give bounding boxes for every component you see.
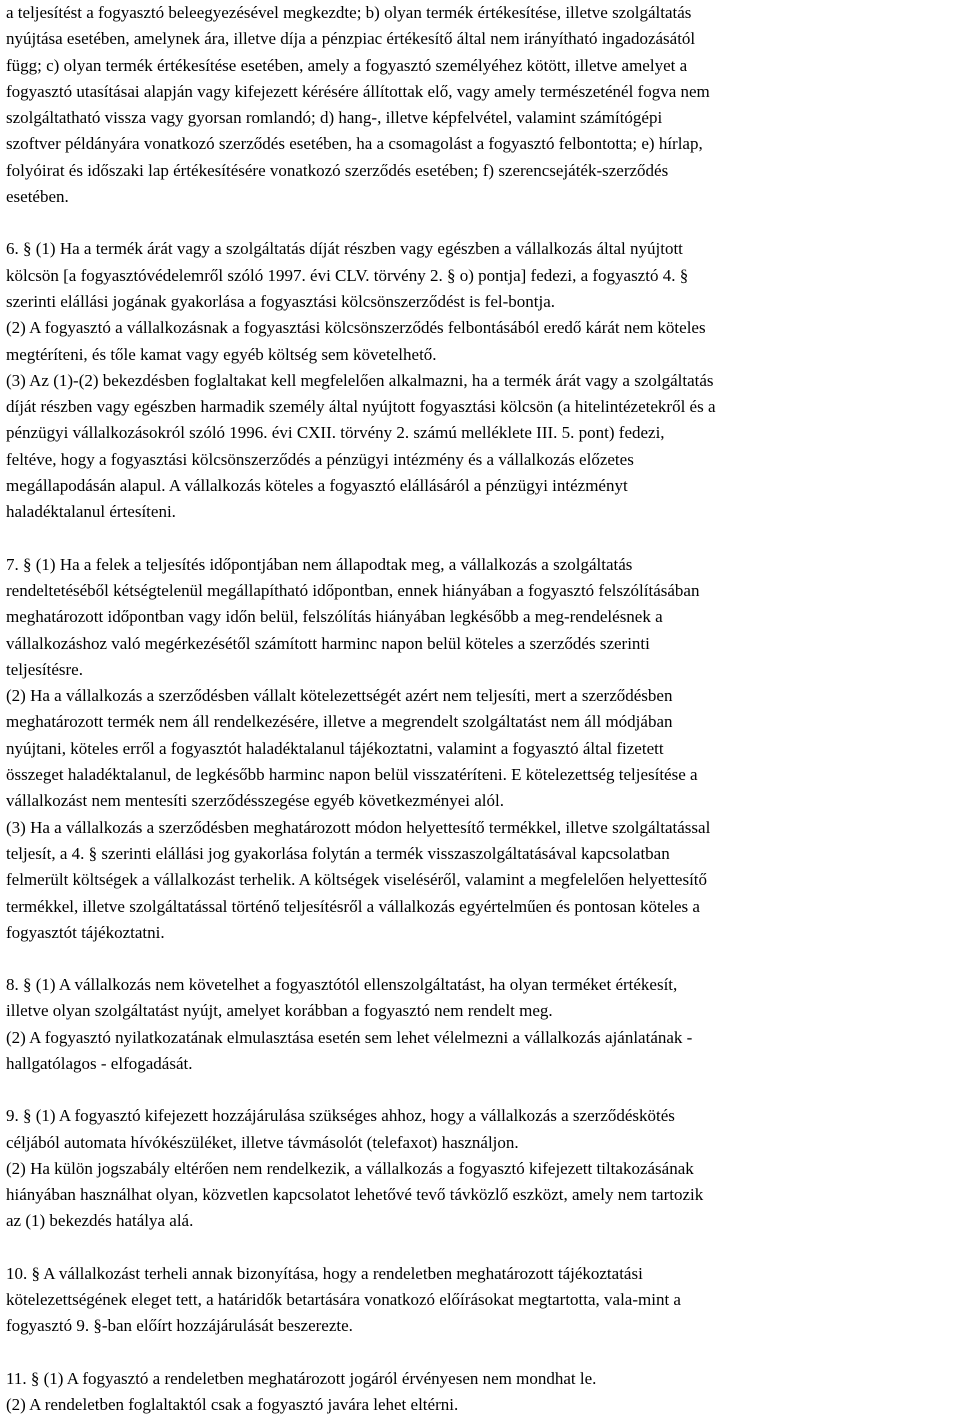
paragraph-gap [6, 1077, 954, 1103]
text-line: fogyasztót tájékoztatni. [6, 922, 165, 942]
paragraph-gap [6, 946, 954, 972]
text-line: a teljesítést a fogyasztó beleegyezésével megkezdte; b) olyan termék értékesítése, illetve szolgáltatás [6, 3, 692, 22]
text-line: vállalkozáshoz való megérkezésétől számított harminc napon belül köteles a szerződés szerinti [6, 633, 650, 653]
text-line: nyújtása esetében, amelynek ára, illetve díja a pénzpiac értékesítő által nem irányítható ingadozásától [6, 29, 696, 49]
text-line: haladéktalanul értesíteni. [6, 502, 176, 522]
paragraph-gap [6, 210, 954, 236]
text-line: hallgatólagos - elfogadását. [6, 1053, 193, 1073]
text-line: teljesít, a 4. § szerinti elállási jog gyakorlása folytán a termék visszaszolgáltatásával kapcsolatban [6, 843, 670, 863]
text-line: esetében. [6, 187, 69, 207]
section-7 [6, 552, 954, 946]
section-6 [6, 236, 954, 525]
text-line: megállapodásán alapul. A vállalkozás köteles a fogyasztó elállásáról a pénzügyi intézményt [6, 476, 628, 496]
text-line: szolgáltatható vissza vagy gyorsan romlandó; d) hang-, illetve képfelvétel, valamint számítógépi [6, 108, 663, 128]
paragraph-gap [6, 1340, 954, 1366]
text-line: (3) Az (1)-(2) bekezdésben foglaltakat kell megfelelően alkalmazni, ha a termék árát vagy a szolgáltatás [6, 370, 714, 390]
text-line: összeget haladéktalanul, de legkésőbb harminc napon belül visszatéríteni. E kötelezettség teljesítése a [6, 765, 698, 785]
section-10 [6, 1261, 954, 1340]
text-line: céljából automata hívókészüléket, illetve távmásolót (telefaxot) használjon. [6, 1132, 519, 1152]
text-line: 10. § A vállalkozást terheli annak bizonyítása, hogy a rendeletben meghatározott tájékoztatási [6, 1263, 643, 1283]
text-line: díját részben vagy egészben harmadik személy által nyújtott fogyasztási kölcsön (a hitelintézetekről és a [6, 397, 716, 417]
text-line: (3) Ha a vállalkozás a szerződésben meghatározott módon helyettesítő termékkel, illetve szolgáltatással [6, 817, 711, 837]
text-line: (2) Ha a vállalkozás a szerződésben vállalt kötelezettségét azért nem teljesíti, mert a szerződésben [6, 686, 673, 706]
section-9 [6, 1103, 954, 1234]
text-line: az (1) bekezdés hatálya alá. [6, 1211, 194, 1231]
text-line: hiányában használhat olyan, közvetlen kapcsolatot lehetővé tevő távközlő eszközt, amely nem tartozik [6, 1185, 704, 1205]
text-line: teljesítésre. [6, 659, 83, 679]
text-line: (2) A fogyasztó a vállalkozásnak a fogyasztási kölcsönszerződés felbontásából eredő kárát nem köteles [6, 318, 706, 338]
text-line: (2) A rendeletben foglaltaktól csak a fogyasztó javára lehet eltérni. [6, 1394, 459, 1414]
text-line: 8. § (1) A vállalkozás nem követelhet a fogyasztótól ellenszolgáltatást, ha olyan terméket értékesít, [6, 975, 678, 995]
section-11 [6, 1366, 954, 1419]
text-line: kölcsön [a fogyasztóvédelemről szóló 1997. évi CLV. törvény 2. § o) pontja] fedezi, a fogyasztó 4. § [6, 265, 689, 285]
text-line: illetve olyan szolgáltatást nyújt, amelyet korábban a fogyasztó nem rendelt meg. [6, 1001, 553, 1021]
text-line: szerinti elállási jogának gyakorlása a fogyasztási kölcsönszerződést is fel-bontja. [6, 291, 556, 311]
text-line: fogyasztó utasításai alapján vagy kifejezett kérésére állítottak elő, vagy amely természeténél fogva nem [6, 81, 710, 101]
text-line: folyóirat és időszaki lap értékesítésére vonatkozó szerződés esetében; f) szerencsejáték-szerződés [6, 160, 669, 180]
paragraph-continuation [6, 0, 954, 210]
text-line: 6. § (1) Ha a termék árát vagy a szolgáltatás díját részben vagy egészben a vállalkozás által nyújtott [6, 239, 683, 259]
text-line: fogyasztó 9. §-ban előírt hozzájárulását beszerezte. [6, 1316, 353, 1336]
text-line: szoftver példányára vonatkozó szerződés esetében, ha a csomagolást a fogyasztó felbontotta; e) hírlap, [6, 134, 703, 154]
text-line: megtéríteni, és tőle kamat vagy egyéb költség sem követelhető. [6, 344, 437, 364]
text-line: vállalkozást nem mentesíti szerződésszegése egyéb következményei alól. [6, 791, 504, 811]
text-line: 9. § (1) A fogyasztó kifejezett hozzájárulása szükséges ahhoz, hogy a vállalkozás a szerződéskötés [6, 1106, 675, 1126]
text-line: termékkel, illetve szolgáltatással történő teljesítésről a vállalkozás egyértelműen és pontosan köteles a [6, 896, 700, 916]
text-line: 7. § (1) Ha a felek a teljesítés időpontjában nem állapodtak meg, a vállalkozás a szolgáltatás [6, 554, 633, 574]
text-line: (2) A fogyasztó nyilatkozatának elmulasztása esetén sem lehet vélelmezni a vállalkozás ajánlatának - [6, 1027, 693, 1047]
text-line: nyújtani, köteles erről a fogyasztót haladéktalanul tájékoztatni, valamint a fogyasztó által fizetett [6, 738, 664, 758]
text-line: 11. § (1) A fogyasztó a rendeletben meghatározott jogáról érvényesen nem mondhat le. [6, 1368, 597, 1388]
text-line: felmerült költségek a vállalkozást terhelik. A költségek viseléséről, valamint a megfelelően helyettesítő [6, 870, 708, 890]
text-line: rendeltetéséből kétségtelenül megállapítható időpontban, ennek hiányában a fogyasztó felszólításában [6, 580, 700, 600]
text-line: (2) Ha külön jogszabály eltérően nem rendelkezik, a vállalkozás a fogyasztó kifejezett tiltakozásának [6, 1158, 694, 1178]
paragraph-gap [6, 526, 954, 552]
paragraph-gap [6, 1235, 954, 1261]
text-line: függ; c) olyan termék értékesítése esetében, amely a fogyasztó személyéhez kötött, illetve amelyet a [6, 55, 688, 75]
section-8 [6, 972, 954, 1077]
text-line: meghatározott időpontban vagy időn belül, felszólítás hiányában legkésőbb a meg-rendelésnek a [6, 607, 663, 627]
text-line: feltéve, hogy a fogyasztási kölcsönszerződés a pénzügyi intézmény és a vállalkozás előzetes [6, 449, 634, 469]
text-line: kötelezettségének eleget tett, a határidők betartására vonatkozó előírásokat megtartotta, vala-mint a [6, 1290, 681, 1310]
text-line: pénzügyi vállalkozásokról szóló 1996. évi CXII. törvény 2. számú melléklete III. 5. pont) fedezi, [6, 423, 665, 443]
text-line: meghatározott termék nem áll rendelkezésére, illetve a megrendelt szolgáltatást nem áll módjában [6, 712, 673, 732]
